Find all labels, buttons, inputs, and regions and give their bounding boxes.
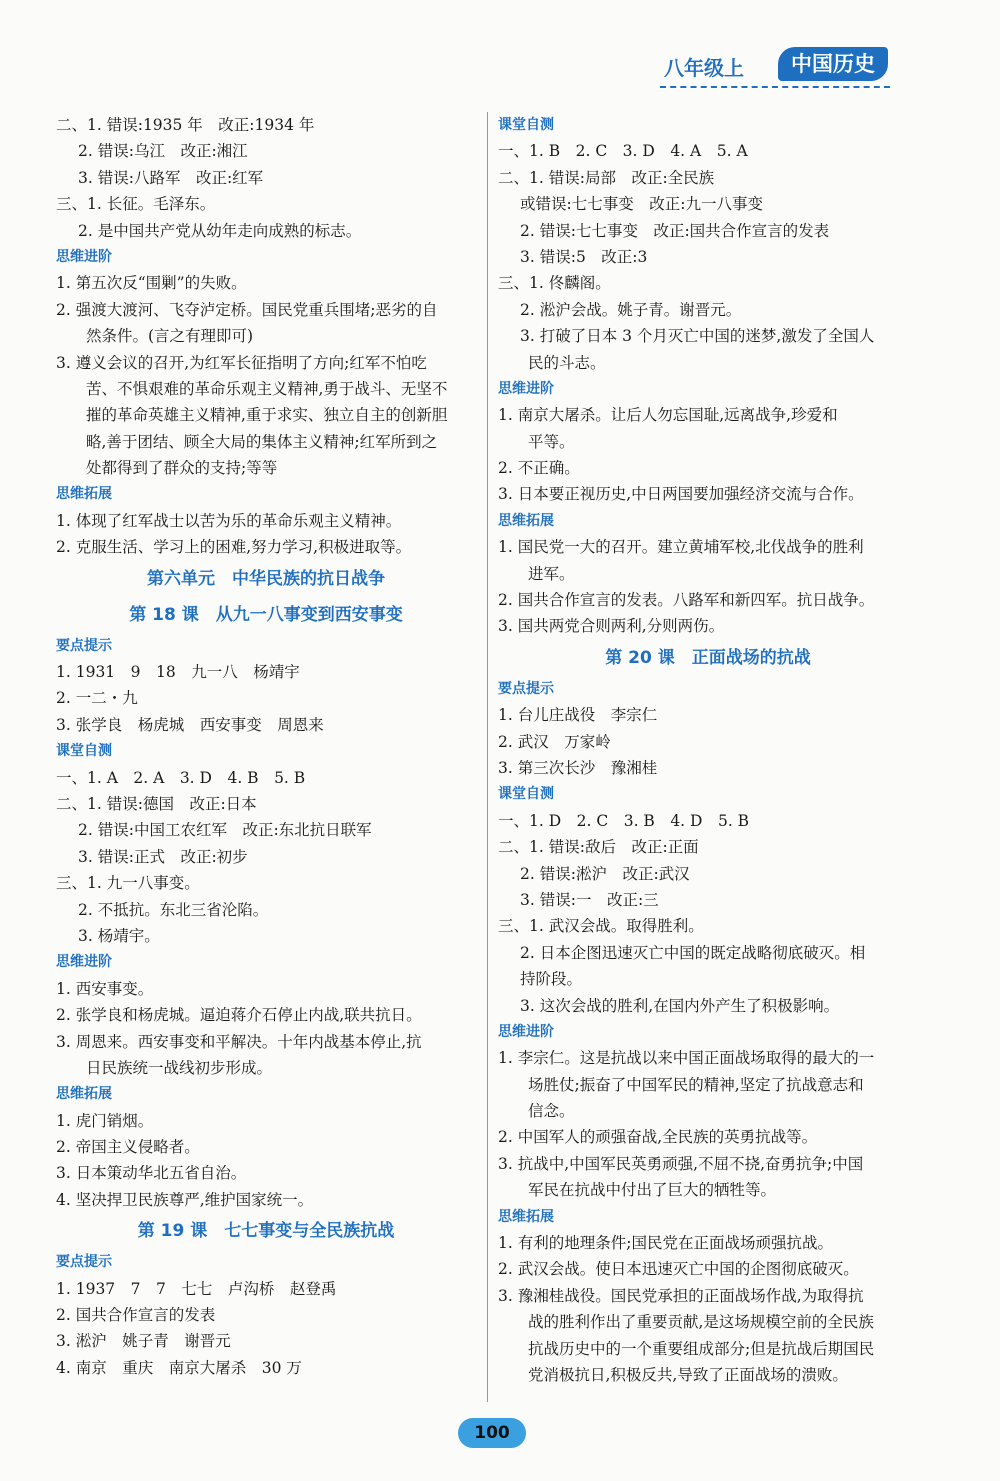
answer-line: 持阶段。 [520, 970, 583, 989]
answer-line: 2. 淞沪会战。姚子青。谢晋元。 [520, 300, 742, 319]
section-label: 思维进阶 [56, 248, 112, 265]
continuation-line: 苦、不惧艰难的革命乐观主义精神,勇于战斗、无坚不 [86, 379, 448, 398]
section-label: 思维进阶 [498, 380, 554, 397]
lesson-heading: 第 20 课 正面战场的抗战 [605, 647, 811, 668]
answer-line: 2. 日本企图迅速灭亡中国的既定战略彻底破灭。相 [520, 943, 866, 962]
answer-line: 2. 国共合作宣言的发表 [56, 1306, 216, 1325]
answer-line: 1. 台儿庄战役 李宗仁 [498, 706, 658, 725]
continuation-line: 场胜仗;振奋了中国军民的精神,坚定了抗战意志和 [528, 1075, 864, 1094]
answer-line: 3. 淞沪 姚子青 谢晋元 [56, 1332, 231, 1351]
answer-line: 3. 日本要正视历史,中日两国要加强经济交流与合作。 [498, 485, 864, 504]
answer-line: 2. 武汉会战。使日本迅速灭亡中国的企图彻底破灭。 [498, 1260, 859, 1279]
answer-line: 一、1. A 2. A 3. D 4. B 5. B [56, 768, 306, 787]
continuation-line: 党消极抗日,积极反共,导致了正面战场的溃败。 [528, 1365, 848, 1384]
answer-line: 三、1. 长征。毛泽东。 [56, 195, 216, 214]
answer-line: 2. 武汉 万家岭 [498, 732, 611, 751]
page-number: 100 [458, 1418, 526, 1448]
answer-line: 2. 中国军人的顽强奋战,全民族的英勇抗战等。 [498, 1128, 818, 1147]
answer-line: 二、1. 错误:敌后 改正:正面 [498, 838, 699, 857]
section-label: 课堂自测 [498, 117, 554, 133]
answer-line: 二、1. 错误:局部 改正:全民族 [498, 168, 715, 187]
answer-line: 1. 李宗仁。这是抗战以来中国正面战场取得的最大的一 [498, 1049, 875, 1068]
continuation-line: 摧的革命英雄主义精神,重于求实、独立自主的创新胆 [86, 406, 448, 425]
answer-line: 2. 错误:七七事变 改正:国共合作宣言的发表 [520, 221, 830, 240]
answer-line: 3. 张学良 杨虎城 西安事变 周恩来 [56, 715, 324, 734]
answer-line: 3. 错误:正式 改正:初步 [78, 847, 248, 866]
answer-line: 2. 帝国主义侵略者。 [56, 1138, 200, 1157]
answer-line: 1. 1931 9 18 九一八 杨靖宇 [56, 663, 300, 682]
section-label: 思维进阶 [56, 954, 112, 971]
continuation-line: 民的斗志。 [528, 353, 606, 372]
answer-line: 一、1. B 2. C 3. D 4. A 5. A [498, 142, 748, 161]
answer-line: 3. 日本策动华北五省自治。 [56, 1164, 247, 1183]
answer-line: 二、1. 错误:德国 改正:日本 [56, 794, 257, 813]
section-label: 要点提示 [56, 1254, 112, 1271]
answer-line: 2. 不正确。 [498, 459, 580, 478]
section-label: 思维拓展 [498, 1208, 554, 1225]
answer-line: 或错误:七七事变 改正:九一八事变 [520, 195, 763, 214]
answer-line: 1. 有利的地理条件;国民党在正面战场顽强抗战。 [498, 1234, 833, 1253]
answer-line: 2. 国共合作宣言的发表。八路军和新四军。抗日战争。 [498, 591, 875, 610]
section-label: 课堂自测 [498, 786, 554, 803]
answer-line: 1. 西安事变。 [56, 979, 154, 998]
subject-badge: 中国历史 [778, 47, 888, 81]
section-label: 思维进阶 [498, 1023, 554, 1040]
answer-line: 2. 错误:淞沪 改正:武汉 [520, 864, 690, 883]
answer-line: 3. 错误:5 改正:3 [520, 247, 648, 266]
answer-line: 3. 豫湘桂战役。国民党承担的正面战场作战,为取得抗 [498, 1286, 864, 1305]
section-label: 思维拓展 [56, 1086, 112, 1103]
continuation-line: 日民族统一战线初步形成。 [86, 1058, 273, 1077]
section-label: 思维拓展 [498, 512, 554, 529]
header-divider [660, 86, 890, 88]
continuation-line: 平等。 [528, 432, 575, 451]
continuation-line: 信念。 [528, 1102, 575, 1121]
answer-line: 3. 错误:一 改正:三 [520, 890, 659, 909]
answer-line: 2. 不抵抗。东北三省沦陷。 [78, 900, 269, 919]
answer-line: 3. 国共两党合则两利,分则两伤。 [498, 617, 725, 636]
answer-line: 3. 打破了日本 3 个月灭亡中国的迷梦,激发了全国人 [520, 327, 875, 346]
answer-line: 2. 错误:乌江 改正:湘江 [78, 142, 248, 161]
column-divider [487, 112, 488, 1402]
answer-line: 3. 周恩来。西安事变和平解决。十年内战基本停止,抗 [56, 1032, 422, 1051]
continuation-line: 抗战历史中的一个重要组成部分;但是抗战后期国民 [528, 1339, 875, 1358]
answer-line: 1. 虎门销烟。 [56, 1111, 154, 1130]
answer-line: 三、1. 佟麟阁。 [498, 274, 611, 293]
answer-line: 3. 遵义会议的召开,为红军长征指明了方向;红军不怕吃 [56, 353, 427, 372]
answer-line: 2. 一二・九 [56, 689, 138, 708]
answer-line: 三、1. 九一八事变。 [56, 874, 200, 893]
answer-line: 4. 南京 重庆 南京大屠杀 30 万 [56, 1358, 302, 1377]
answer-line: 1. 第五次反“围剿”的失败。 [56, 274, 247, 293]
answer-line: 2. 是中国共产党从幼年走向成熟的标志。 [78, 221, 362, 240]
answer-line: 3. 第三次长沙 豫湘桂 [498, 758, 658, 777]
continuation-line: 略,善于团结、顾全大局的集体主义精神;红军所到之 [86, 432, 438, 451]
answer-line: 1. 国民党一大的召开。建立黄埔军校,北伐战争的胜利 [498, 538, 864, 557]
lesson-heading: 第 19 课 七七事变与全民族抗战 [137, 1221, 395, 1242]
section-label: 要点提示 [498, 680, 554, 697]
answer-line: 1. 体现了红军战士以苦为乐的革命乐观主义精神。 [56, 511, 402, 530]
answer-line: 3. 错误:八路军 改正:红军 [78, 168, 264, 187]
lesson-heading: 第六单元 中华民族的抗日战争 [147, 568, 385, 589]
section-label: 要点提示 [56, 637, 112, 654]
answer-line: 2. 克服生活、学习上的困难,努力学习,积极进取等。 [56, 538, 412, 557]
grade-label: 八年级上 [664, 56, 744, 80]
right-column [498, 112, 918, 1388]
continuation-line: 处都得到了群众的支持;等等 [86, 459, 278, 478]
lesson-heading: 第 18 课 从九一八事变到西安事变 [129, 604, 403, 625]
answer-line: 1. 南京大屠杀。让后人勿忘国耻,远离战争,珍爱和 [498, 406, 838, 425]
left-column [56, 112, 476, 1381]
continuation-line: 战的胜利作出了重要贡献,是这场规模空前的全民族 [528, 1313, 874, 1332]
continuation-line: 然条件。(言之有理即可) [86, 327, 254, 346]
continuation-line: 进军。 [528, 564, 575, 583]
answer-line: 2. 错误:中国工农红军 改正:东北抗日联军 [78, 821, 372, 840]
answer-line: 二、1. 错误:1935 年 改正:1934 年 [56, 116, 315, 134]
answer-line: 2. 张学良和杨虎城。逼迫蒋介石停止内战,联共抗日。 [56, 1006, 422, 1025]
answer-line: 2. 强渡大渡河、飞夺泸定桥。国民党重兵围堵;恶劣的自 [56, 300, 438, 319]
answer-line: 3. 抗战中,中国军民英勇顽强,不屈不挠,奋勇抗争;中国 [498, 1154, 864, 1173]
continuation-line: 军民在抗战中付出了巨大的牺牲等。 [528, 1181, 777, 1200]
section-label: 课堂自测 [56, 743, 112, 760]
answer-line: 1. 1937 7 7 七七 卢沟桥 赵登禹 [56, 1279, 337, 1298]
section-label: 思维拓展 [56, 486, 112, 503]
answer-line: 4. 坚决捍卫民族尊严,维护国家统一。 [56, 1190, 314, 1209]
answer-line: 三、1. 武汉会战。取得胜利。 [498, 917, 704, 936]
answer-line: 3. 这次会战的胜利,在国内外产生了积极影响。 [520, 996, 840, 1015]
answer-line: 3. 杨靖宇。 [78, 926, 160, 945]
answer-line: 一、1. D 2. C 3. B 4. D 5. B [498, 811, 750, 830]
